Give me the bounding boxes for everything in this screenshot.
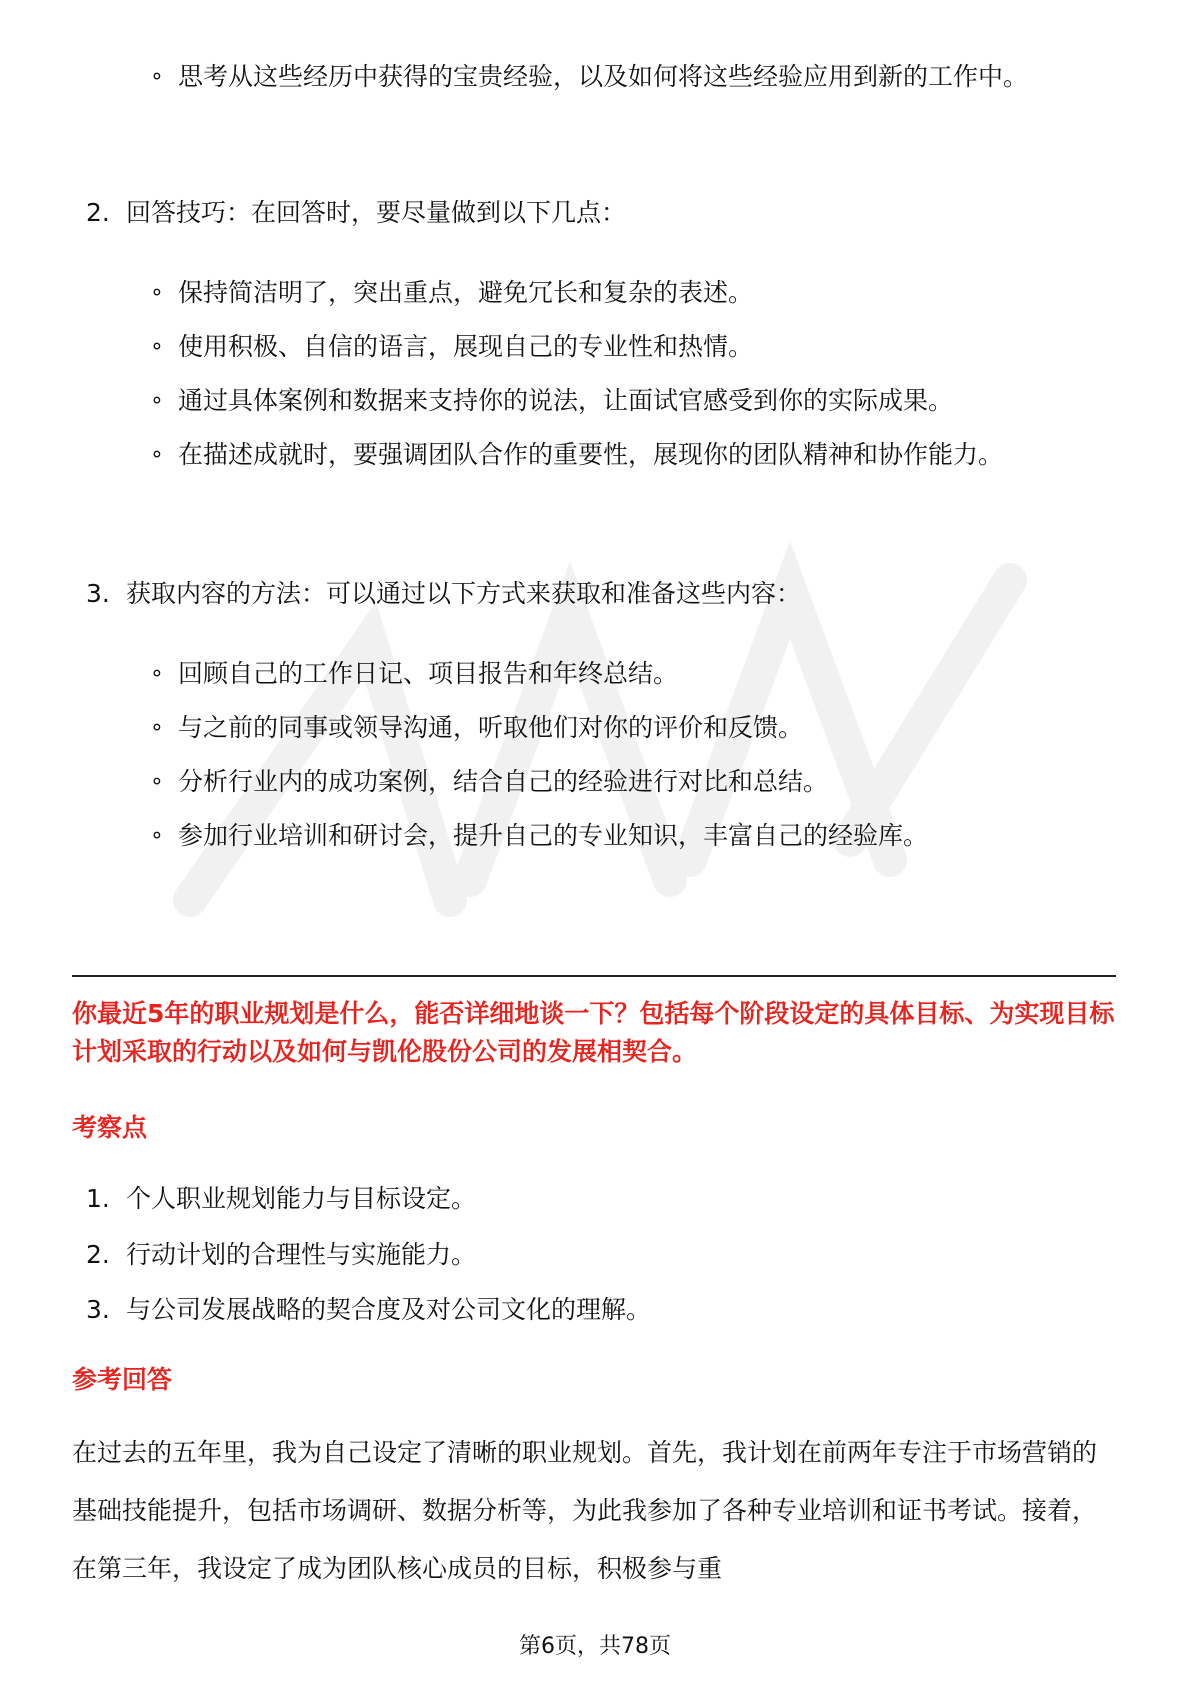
key-point-item: 3. 与公司发展战略的契合度及对公司文化的理解。 <box>86 1295 652 1324</box>
list-item: ∘ 在描述成就时，要强调团队合作的重要性，展现你的团队精神和协作能力。 <box>150 426 1110 484</box>
question-heading: 你最近5年的职业规划是什么，能否详细地谈一下？包括每个阶段设定的具体目标、为实现目标计划采取的行动以及如何与凯伦股份公司的发展相契合。 <box>72 999 1115 1066</box>
list-item: ∘ 分析行业内的成功案例，结合自己的经验进行对比和总结。 <box>150 753 1110 811</box>
bullet-icon: ∘ <box>150 661 164 686</box>
answer-title: 参考回答 <box>72 1365 173 1394</box>
numbered-item: 2. 回答技巧：在回答时，要尽量做到以下几点： <box>86 198 627 227</box>
numbered-item: 3. 获取内容的方法：可以通过以下方式来获取和准备这些内容： <box>86 579 802 608</box>
section-divider <box>72 975 1116 977</box>
bullet-icon: ∘ <box>150 823 164 848</box>
key-points-title: 考察点 <box>72 1113 148 1142</box>
list-item: ∘ 回顾自己的工作日记、项目报告和年终总结。 <box>150 645 1110 703</box>
bullet-icon: ∘ <box>150 388 164 413</box>
key-point-item: 2. 行动计划的合理性与实施能力。 <box>86 1240 477 1269</box>
answer-paragraph: 在过去的五年里，我为自己设定了清晰的职业规划。首先，我计划在前两年专注于市场营销的基础技能提升，包括市场调研、数据分析等，为此我参加了各种专业培训和证书考试。接着，在第三年，我设定了成为团队核心成员的目标，积极参与重 <box>72 1438 1098 1583</box>
list-item: ∘ 保持简洁明了，突出重点，避免冗长和复杂的表述。 <box>150 264 1110 322</box>
list-item: ∘ 与之前的同事或领导沟通，听取他们对你的评价和反馈。 <box>150 699 1110 757</box>
bullet-icon: ∘ <box>150 715 164 740</box>
bullet-icon: ∘ <box>150 334 164 359</box>
bullet-icon: ∘ <box>150 442 164 467</box>
bullet-icon: ∘ <box>150 64 164 89</box>
list-item: ∘ 参加行业培训和研讨会，提升自己的专业知识，丰富自己的经验库。 <box>150 807 1110 865</box>
bullet-icon: ∘ <box>150 769 164 794</box>
list-item: ∘ 思考从这些经历中获得的宝贵经验，以及如何将这些经验应用到新的工作中。 <box>150 48 1110 106</box>
list-item: ∘ 使用积极、自信的语言，展现自己的专业性和热情。 <box>150 318 1110 376</box>
bullet-icon: ∘ <box>150 280 164 305</box>
page-number: 第6页，共78页 <box>519 1634 671 1659</box>
list-item: ∘ 通过具体案例和数据来支持你的说法，让面试官感受到你的实际成果。 <box>150 372 1110 430</box>
key-point-item: 1. 个人职业规划能力与目标设定。 <box>86 1184 477 1213</box>
